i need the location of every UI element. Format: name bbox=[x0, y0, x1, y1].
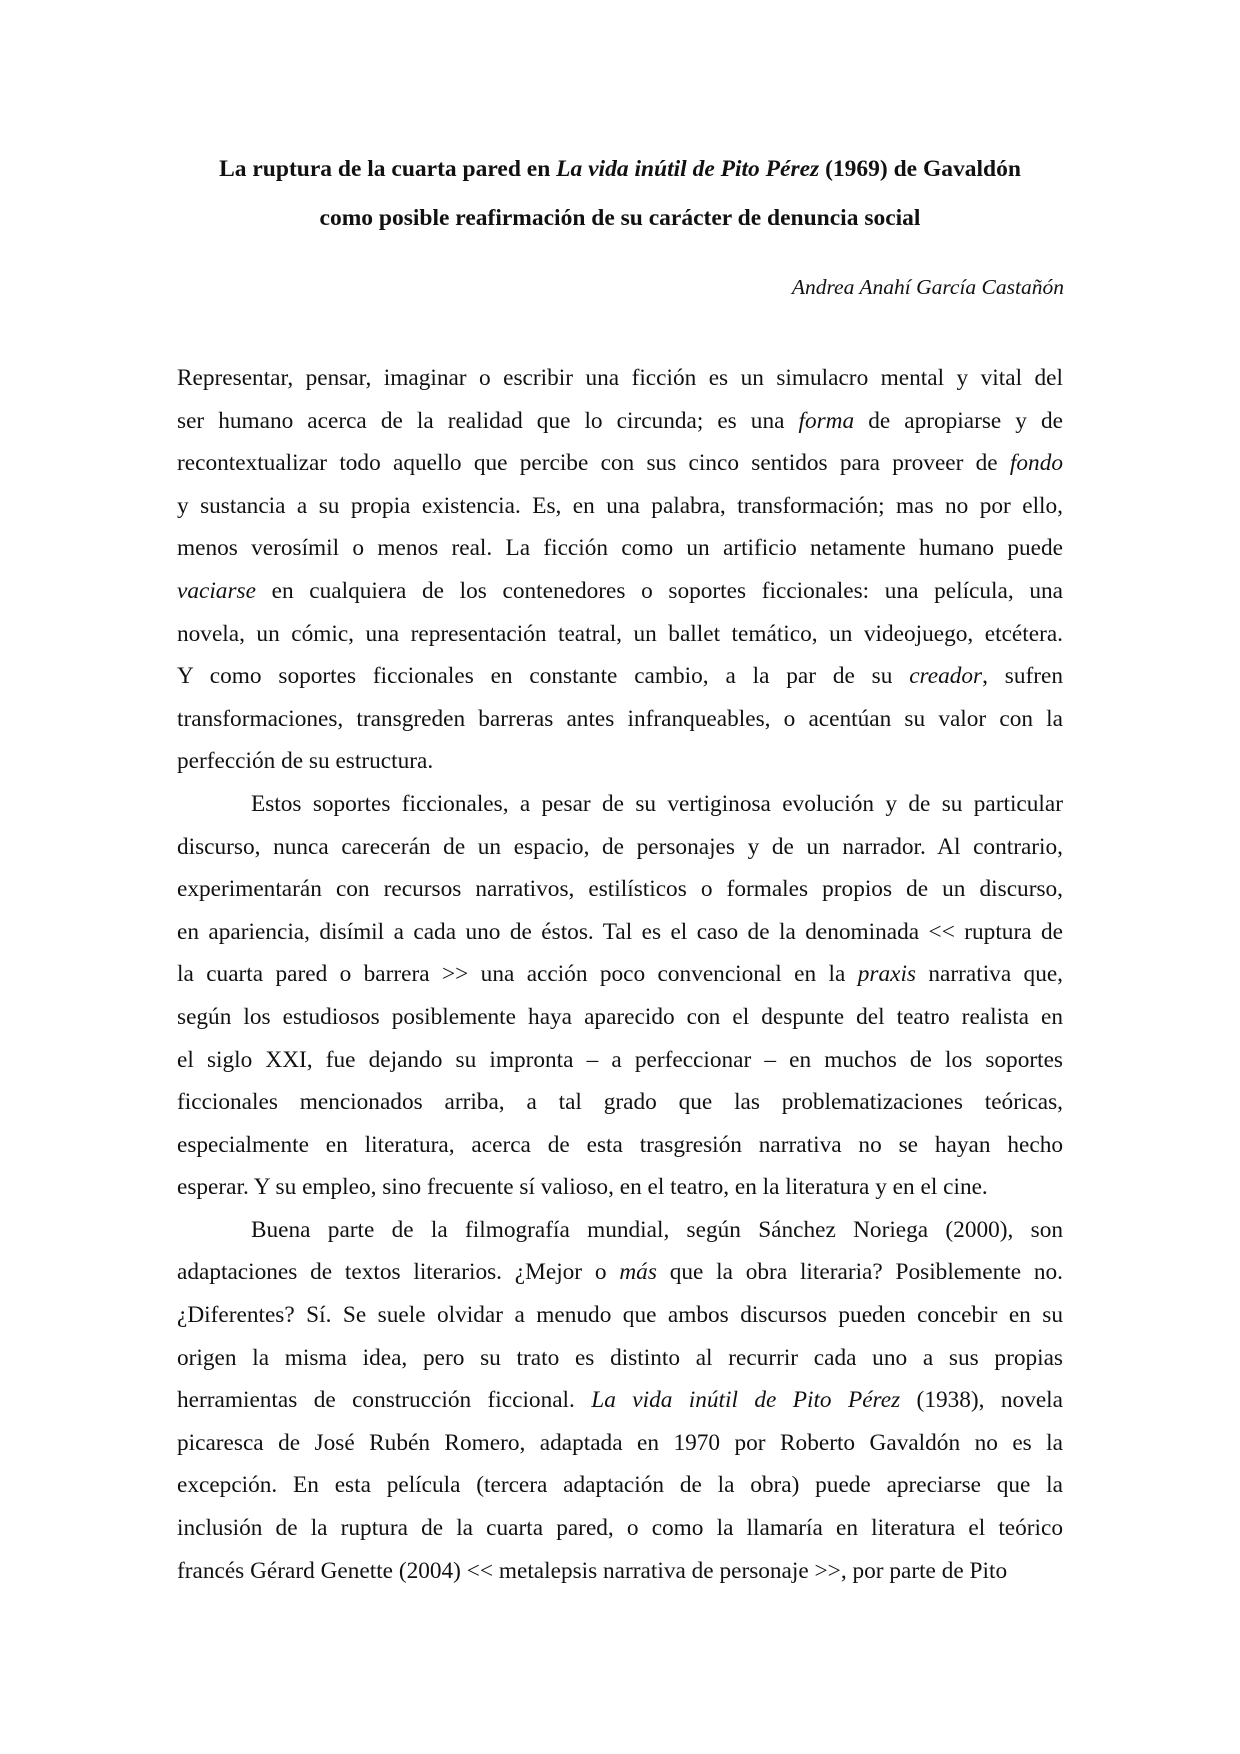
author-name: Andrea Anahí García Castañón bbox=[791, 275, 1064, 299]
paragraph bbox=[177, 1209, 1063, 1592]
italic-term: fondo bbox=[1009, 450, 1063, 477]
text-line: especialmente en literatura, acerca de esta trasgresión narrativa no se hayan hecho bbox=[177, 1131, 1063, 1158]
text-line bbox=[177, 1251, 1063, 1294]
title-text: La ruptura de la cuarta pared en bbox=[219, 156, 557, 182]
text-line bbox=[177, 953, 1063, 996]
text-line: discurso, nunca carecerán de un espacio, de personajes y de un narrador. Al contrario, bbox=[177, 833, 1063, 860]
text-line bbox=[177, 655, 1063, 698]
text-segment: ser humano acerca de la realidad que lo circunda; es una bbox=[177, 407, 799, 434]
text-line bbox=[177, 1379, 1063, 1422]
text-line: francés Gérard Genette (2004) << metalepsis narrativa de personaje >>, por parte de Pito bbox=[177, 1557, 1008, 1584]
text-segment: Y como soportes ficcionales en constante cambio, a la par de su bbox=[177, 663, 910, 690]
text-line: picaresca de José Rubén Romero, adaptada en 1970 por Roberto Gavaldón no es la bbox=[177, 1429, 1063, 1456]
text-segment: , sufren bbox=[982, 663, 1063, 690]
italic-term: vaciarse bbox=[177, 577, 256, 604]
italic-term: más bbox=[619, 1259, 657, 1286]
text-segment: en cualquiera de los contenedores o soportes ficcionales: una película, una bbox=[255, 577, 1063, 604]
text-line: ficcionales mencionados arriba, a tal grado que las problematizaciones teóricas, bbox=[177, 1089, 1063, 1116]
title-line-1 bbox=[150, 145, 1090, 194]
text-line: Representar, pensar, imaginar o escribir una ficción es un simulacro mental y vital del bbox=[177, 365, 1063, 391]
text-line: ¿Diferentes? Sí. Se suele olvidar a menudo que ambos discursos pueden concebir en su bbox=[177, 1302, 1063, 1329]
text-line: inclusión de la ruptura de la cuarta pared, o como la llamaría en literatura el teórico bbox=[177, 1515, 1063, 1542]
title-work-italic: La vida inútil de Pito Pérez bbox=[556, 156, 820, 182]
text-line: experimentarán con recursos narrativos, estilísticos o formales propios de un discurso, bbox=[177, 876, 1063, 903]
italic-term: forma bbox=[798, 407, 855, 434]
text-segment: narrativa que, bbox=[915, 961, 1063, 988]
document-body bbox=[177, 357, 1063, 1592]
text-segment: que la obra literaria? Posiblemente no. bbox=[656, 1259, 1063, 1286]
text-line: origen la misma idea, pero su trato es distinto al recurrir cada uno a sus propias bbox=[177, 1344, 1063, 1371]
text-line: menos verosímil o menos real. La ficción como un artificio netamente humano puede bbox=[177, 535, 1063, 562]
italic-term: praxis bbox=[857, 961, 916, 988]
text-line: esperar. Y su empleo, sino frecuente sí valioso, en el teatro, en la literatura y en el cine. bbox=[177, 1174, 988, 1201]
text-line bbox=[177, 400, 1063, 443]
text-line: excepción. En esta película (tercera adaptación de la obra) puede apreciarse que la bbox=[177, 1472, 1063, 1499]
text-line: novela, un cómic, una representación teatral, un ballet temático, un videojuego, etcétera. bbox=[177, 620, 1063, 647]
text-segment: la cuarta pared o barrera >> una acción poco convencional en la bbox=[177, 961, 858, 988]
text-line: Buena parte de la filmografía mundial, según Sánchez Noriega (2000), son bbox=[251, 1216, 1063, 1243]
title-text: (1969) de Gavaldón bbox=[819, 156, 1021, 182]
text-line bbox=[177, 570, 1063, 613]
text-segment: recontextualizar todo aquello que percibe con sus cinco sentidos para proveer de bbox=[177, 450, 1010, 477]
text-line: en apariencia, disímil a cada uno de éstos. Tal es el caso de la denominada << ruptura de bbox=[177, 918, 1063, 945]
text-segment: herramientas de construcción ficcional. bbox=[177, 1387, 592, 1414]
text-line: perfección de su estructura. bbox=[177, 748, 434, 775]
title-line-2: como posible reafirmación de su carácter de denuncia social bbox=[319, 205, 921, 231]
paragraph bbox=[177, 783, 1063, 1209]
document-title bbox=[150, 145, 1090, 243]
italic-term: creador bbox=[909, 663, 983, 690]
text-segment: adaptaciones de textos literarios. ¿Mejor o bbox=[177, 1259, 620, 1286]
text-line: el siglo XXI, fue dejando su impronta – a perfeccionar – en muchos de los soportes bbox=[177, 1046, 1063, 1073]
text-line: transformaciones, transgreden barreras antes infranqueables, o acentúan su valor con la bbox=[177, 705, 1063, 732]
text-line: y sustancia a su propia existencia. Es, en una palabra, transformación; mas no por ello, bbox=[177, 492, 1063, 519]
italic-term: La vida inútil de Pito Pérez bbox=[591, 1387, 901, 1414]
text-segment: (1938), novela bbox=[900, 1387, 1063, 1414]
text-line: según los estudiosos posiblemente haya aparecido con el despunte del teatro realista en bbox=[177, 1003, 1063, 1030]
text-line bbox=[177, 442, 1063, 485]
text-line: Estos soportes ficcionales, a pesar de su vertiginosa evolución y de su particular bbox=[251, 790, 1063, 817]
text-segment: de apropiarse y de bbox=[854, 407, 1063, 434]
paragraph bbox=[177, 357, 1063, 783]
